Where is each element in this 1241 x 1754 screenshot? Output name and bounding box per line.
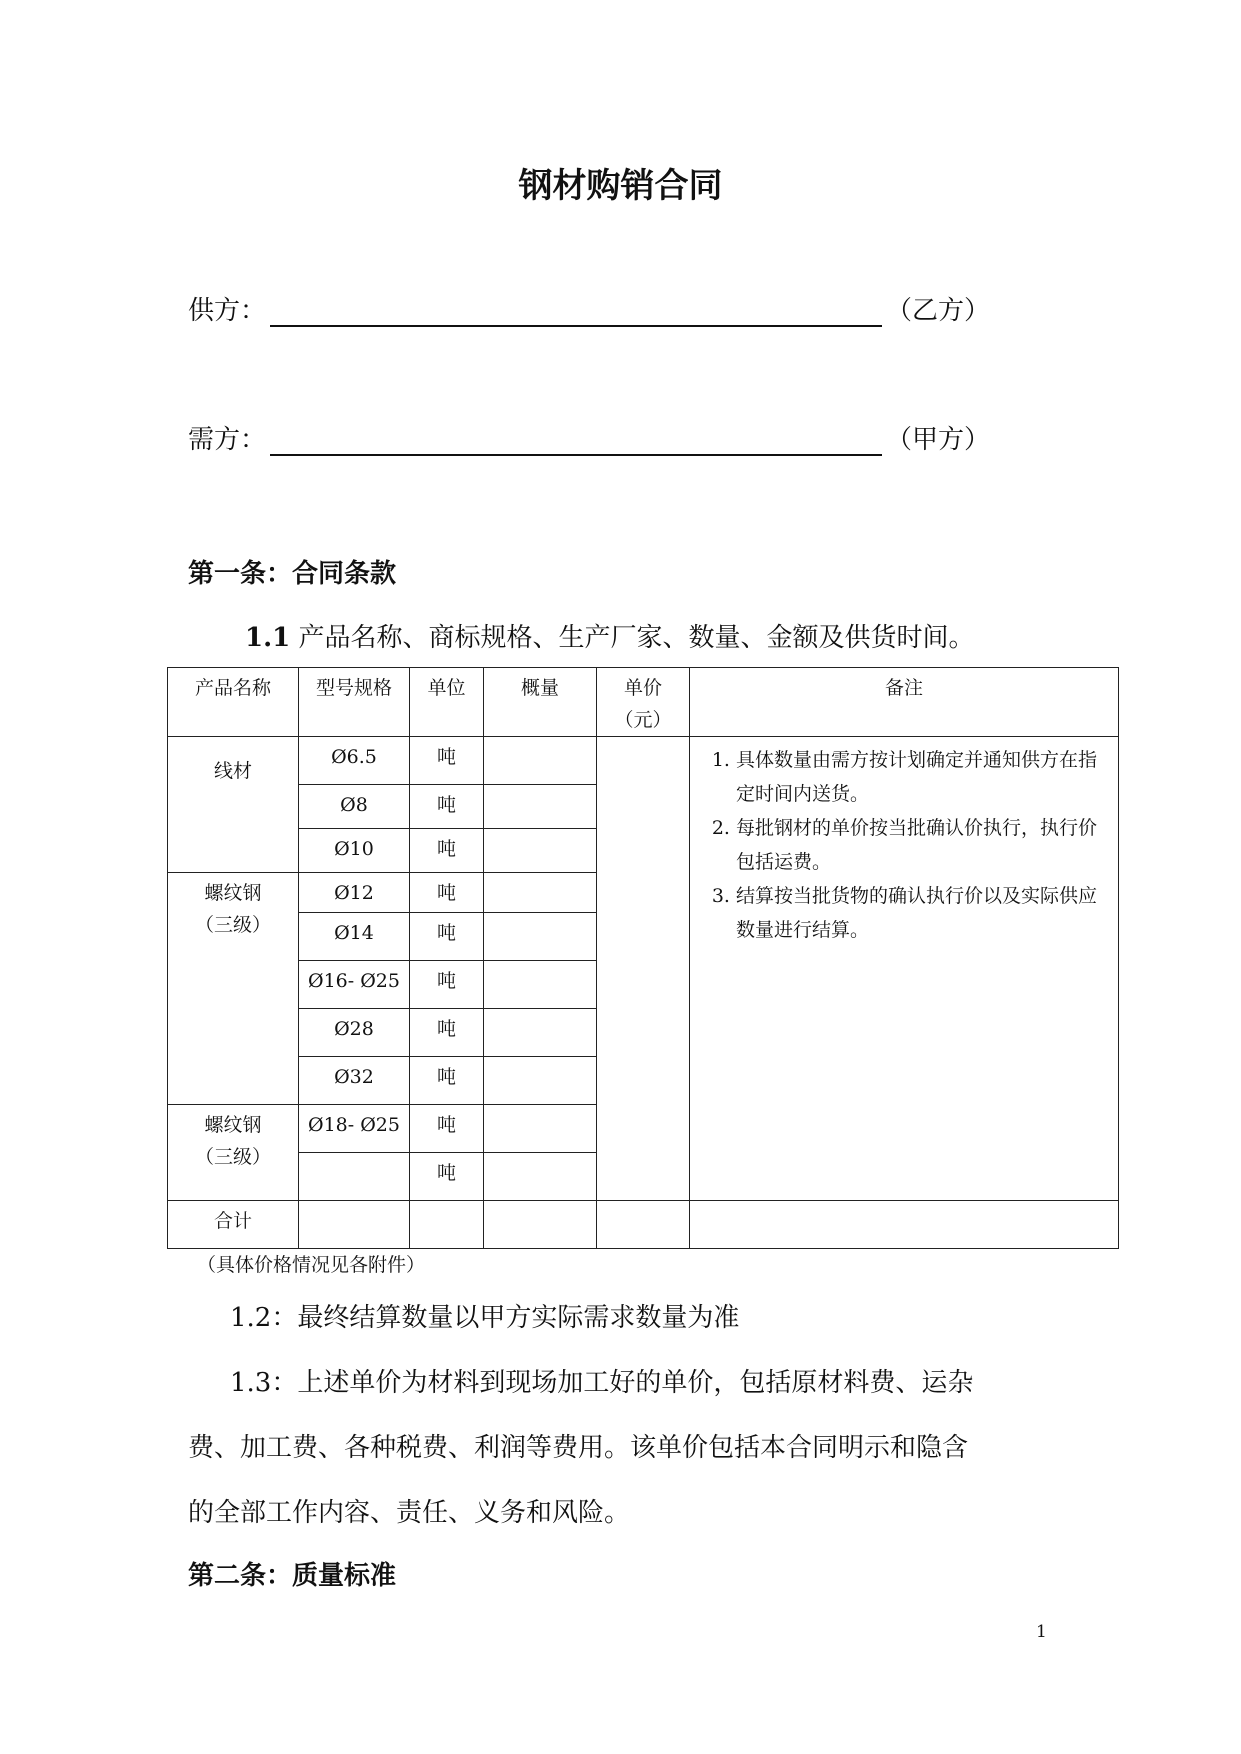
spec-cell: Ø28 [299,1009,410,1057]
clause-1-3-line3: 的全部工作内容、责任、义务和风险。 [188,1498,631,1528]
clause-1-1-number: 1.1 [245,623,291,653]
product-group-1 [168,737,299,873]
quantity-cell [484,785,597,829]
buyer-line [188,419,990,456]
quantity-cell [484,873,597,913]
buyer-role: （甲方） [886,425,991,455]
unit-cell: 吨 [410,961,484,1009]
total-price-cell [597,1201,690,1249]
header-spec: 型号规格 [299,668,410,737]
unit-cell: 吨 [410,829,484,873]
total-spec-cell [299,1201,410,1249]
clause-1-3-line2: 费、加工费、各种税费、利润等费用。该单价包括本合同明示和隐含 [188,1433,969,1463]
unit-cell: 吨 [410,873,484,913]
quantity-cell [484,1153,597,1201]
spec-cell: Ø32 [299,1057,410,1105]
quantity-cell [484,1009,597,1057]
spec-cell: Ø10 [299,829,410,873]
remark-item: 2. 每批钢材的单价按当批确认价执行，执行价包括运费。 [736,811,1108,879]
quantity-cell [484,737,597,785]
spec-cell: Ø8 [299,785,410,829]
quantity-cell [484,961,597,1009]
product-group-2 [168,873,299,1105]
group-name-line2: （三级） [194,914,271,936]
document-title: 钢材购销合同 [518,166,723,206]
header-quantity: 概量 [484,668,597,737]
group-name-line1: 线材 [213,760,252,782]
clause-1-3-line1: 1.3：上述单价为材料到现场加工好的单价，包括原材料费、运杂 [230,1368,974,1398]
spec-cell: Ø14 [299,913,410,961]
header-product-name: 产品名称 [168,668,299,737]
spec-cell: Ø16- Ø25 [299,961,410,1009]
quantity-cell [484,1105,597,1153]
group-name-line2: （三级） [194,1146,271,1168]
page-number: 1 [1036,1622,1047,1642]
unit-cell: 吨 [410,1057,484,1105]
clause-1-2: 1.2：最终结算数量以甲方实际需求数量为准 [230,1303,740,1333]
table-note: （具体价格情况见各附件） [197,1254,426,1276]
remarks-list [700,743,1108,947]
total-unit-cell [410,1201,484,1249]
article2-heading: 第二条：质量标准 [188,1561,397,1591]
product-group-3 [168,1105,299,1201]
supplier-label: 供方： [188,296,267,326]
header-unit-price [597,668,690,737]
total-label: 合计 [168,1201,299,1249]
quantity-cell [484,829,597,873]
product-table [167,667,1119,1249]
header-price-line2: （元） [614,709,672,731]
remark-item: 1. 具体数量由需方按计划确定并通知供方在指定时间内送货。 [736,743,1108,811]
header-price-line1: 单价 [623,677,662,699]
unit-cell: 吨 [410,1009,484,1057]
supplier-role: （乙方） [886,296,991,326]
group-name-line1: 螺纹钢 [204,1114,262,1136]
quantity-cell [484,1057,597,1105]
total-remarks-cell [690,1201,1119,1249]
supplier-line [188,290,990,327]
header-unit: 单位 [410,668,484,737]
unit-price-cell [597,737,690,1201]
supplier-blank [270,295,882,327]
clause-1-1-text: 产品名称、商标规格、生产厂家、数量、金额及供货时间。 [298,623,975,653]
unit-cell: 吨 [410,1153,484,1201]
spec-cell: Ø6.5 [299,737,410,785]
quantity-cell [484,913,597,961]
spec-cell: Ø18- Ø25 [299,1105,410,1153]
header-remarks: 备注 [690,668,1119,737]
clause-1-1 [245,617,975,654]
spec-cell [299,1153,410,1201]
remarks-cell [690,737,1119,1201]
remark-item: 3. 结算按当批货物的确认执行价以及实际供应数量进行结算。 [736,879,1108,947]
total-quantity-cell [484,1201,597,1249]
unit-cell: 吨 [410,737,484,785]
buyer-blank [270,424,882,456]
article1-heading: 第一条：合同条款 [188,559,397,589]
unit-cell: 吨 [410,913,484,961]
unit-cell: 吨 [410,1105,484,1153]
buyer-label: 需方： [188,425,267,455]
spec-cell: Ø12 [299,873,410,913]
group-name-line1: 螺纹钢 [204,882,262,904]
unit-cell: 吨 [410,785,484,829]
